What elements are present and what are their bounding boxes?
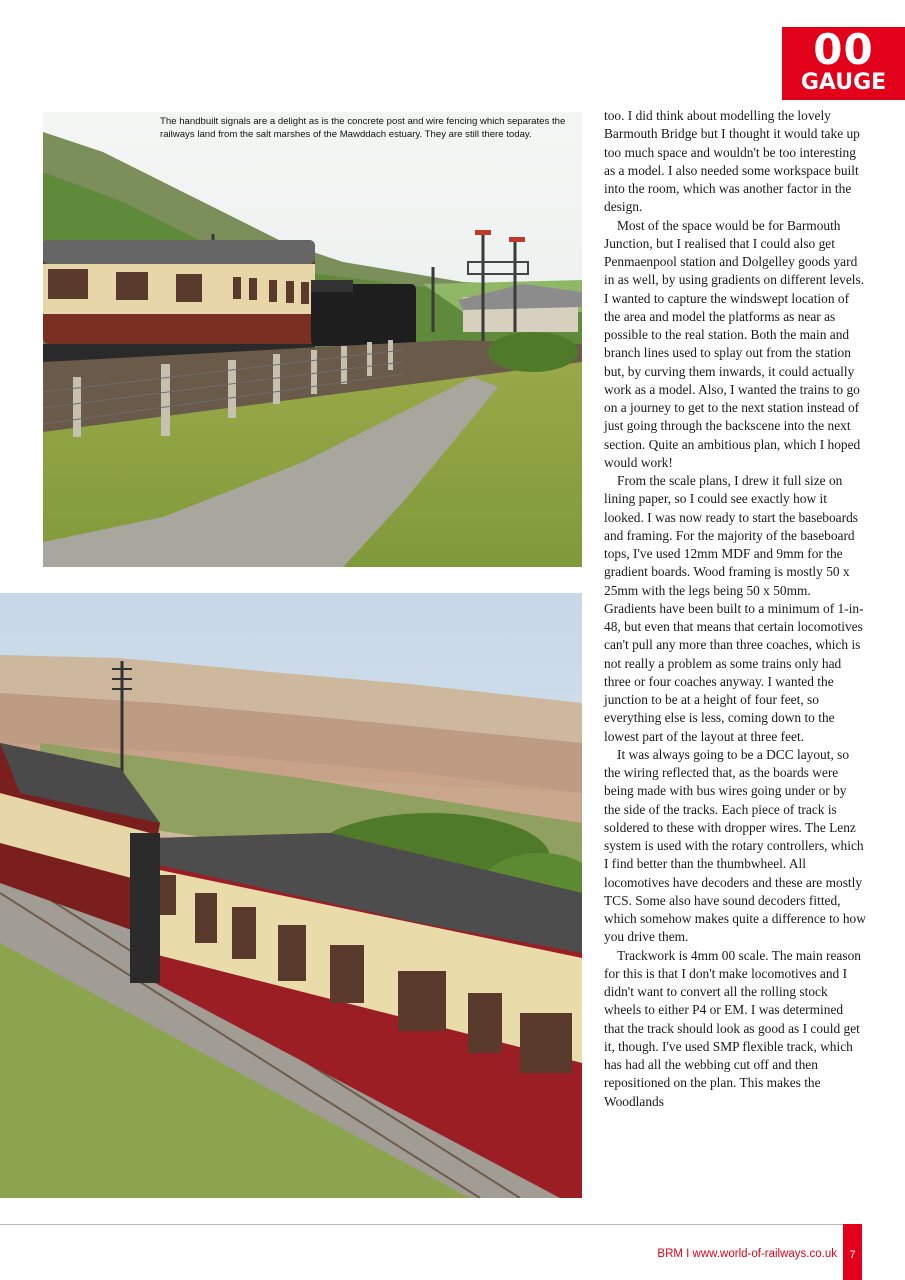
article-paragraph: Most of the space would be for Barmouth Junction, but I realised that I could also get Penmaenpool station and Dolgelley goods yard in as well, by using gradients on different levels. I wanted to capture the windswept location of the area and model the platforms as near as possible to the real station. Both the main and branch lines used to splay out from the station but, by curving them inwards, it could actually work as a model. Also, I wanted the trains to go on a journey to get to the next station instead of just going through the backscene into the next section. Quite an ambitious plan, which I hoped would work!: [604, 217, 865, 470]
page-number: 7: [843, 1224, 862, 1280]
badge-line1: 00: [813, 25, 874, 74]
section-badge: [782, 27, 905, 100]
signals-photo: [43, 112, 582, 567]
footer-text[interactable]: BRM I www.world-of-railways.co.uk: [657, 1248, 837, 1260]
coaches-photo: [0, 593, 582, 1198]
article-paragraph: too. I did think about modelling the lovely Barmouth Bridge but I thought it would take up too much space and wouldn't be too interesting as a model. I also needed some workspace built into the room, which was another factor in the design.: [604, 108, 860, 215]
footer-rule: [0, 1224, 843, 1225]
photo-caption: The handbuilt signals are a delight as is the concrete post and wire fencing which separates the railways land from the salt marshes of the Mawddach estuary. They are still there today.: [160, 116, 566, 140]
article-paragraph: It was always going to be a DCC layout, so the wiring reflected that, as the boards were being made with bus wires going under or by the side of the tracks. Each piece of track is soldered to these with dropper wires. The Lenz system is used with the rotary controllers, which I find better than the thumbwheel. All locomotives have decoders and these are mostly TCS. Some also have sound decoders fitted, which somehow makes quite a difference to how you drive them.: [604, 746, 866, 945]
badge-line2: GAUGE: [800, 70, 887, 95]
article-paragraph: From the scale plans, I drew it full size on lining paper, so I could see exactly how it looked. I was now ready to start the baseboards and framing. For the majority of the baseboard tops, I've used 12mm MDF and 9mm for the gradient boards. Wood framing is mostly 50 x 25mm with the legs being 50 x 50mm. Gradients have been built to a minimum of 1-in-48, but even that means that certain locomotives can't pull any more than three coaches, which is not really a problem as some trains only had three or four coaches anyway. I wanted the junction to be at a height of four feet, so everything else is less, coming down to the lowest part of the layout at three feet.: [604, 473, 864, 744]
article-body: [604, 107, 866, 1111]
article-paragraph: Trackwork is 4mm 00 scale. The main reason for this is that I don't make locomotives and I didn't want to convert all the rolling stock wheels to either P4 or EM. I was determined that the track should look as good as I could get it, though. I've used SMP flexible track, which has had all the webbing cut off and then repositioned on the plan. This makes the Woodlands: [604, 947, 861, 1109]
